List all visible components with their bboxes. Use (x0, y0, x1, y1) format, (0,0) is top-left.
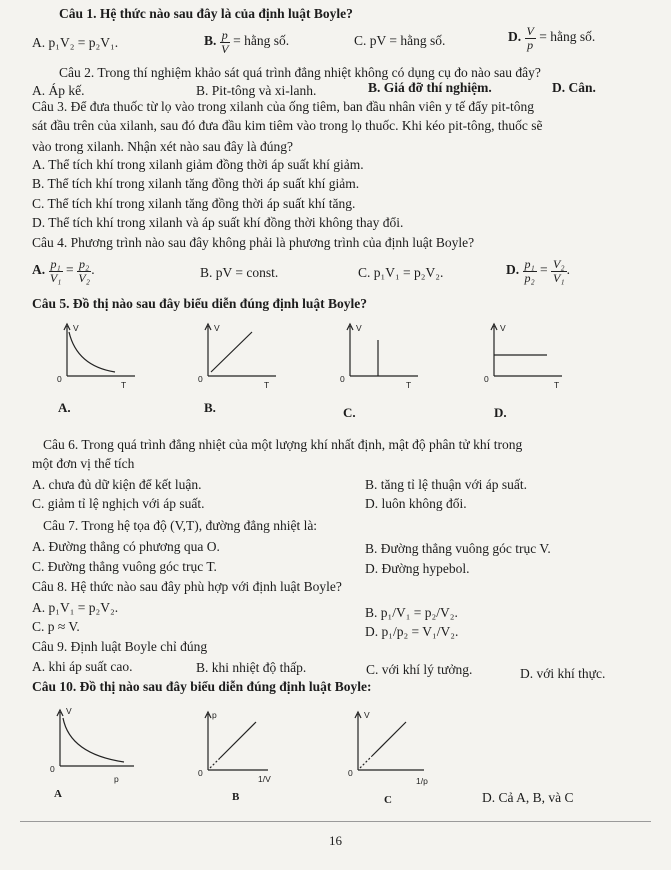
q7-option-b: B. Đường thẳng vuông góc trục V. (365, 541, 551, 556)
q10-label-c: C (384, 794, 392, 806)
q5-a-curve (69, 332, 115, 372)
q5-label-c: C. (343, 405, 356, 420)
q9-option-b: B. khi nhiệt độ thấp. (196, 660, 307, 675)
q10-b-x-label: 1/V (258, 774, 271, 784)
q1-option-d (508, 25, 595, 51)
q10-a-curve (63, 718, 124, 762)
q4-a-prefix: A. (32, 262, 46, 278)
q8-option-a: A. p₁V₁ = p₂V₂. (32, 600, 119, 615)
q4-option-b: B. pV = const. (200, 265, 279, 280)
q1-d-fraction (525, 25, 536, 51)
q10-b-origin: 0 (198, 768, 203, 778)
q1-b-num: p (221, 28, 228, 42)
q5-label-a: A. (58, 400, 71, 415)
q4-d-d2: V₁ (553, 270, 565, 285)
q8-option-c: C. p ≈ V. (32, 619, 80, 634)
q10-stem: Câu 10. Đồ thị nào sau đây biểu diễn đúng định luật Boyle: (32, 679, 372, 694)
q5-graph-d (482, 322, 572, 392)
q4-a-n2: p₂ (79, 257, 90, 271)
q1-d-num: V (526, 24, 534, 38)
q6-line-2: một đơn vị thể tích (32, 456, 135, 471)
q5-stem: Câu 5. Đồ thị nào sau đây biểu diễn đúng định luật Boyle? (32, 296, 367, 311)
q3-option-d: D. Thể tích khí trong xilanh và áp suất khí đồng thời không thay đổi. (32, 215, 404, 230)
q10-b-y-label: p (212, 710, 217, 720)
q10-graph-c (344, 706, 454, 786)
q6-option-c: C. giảm tỉ lệ nghịch với áp suất. (32, 496, 205, 511)
q3-option-b: B. Thể tích khí trong xilanh tăng đồng thời áp suất khí giảm. (32, 176, 360, 191)
q1-d-suffix: = hằng số. (539, 29, 596, 45)
q5-label-b: B. (204, 400, 216, 415)
q10-c-x-label: 1/p (416, 776, 428, 786)
q10-label-b: B (232, 791, 240, 803)
q5-d-y-label: V (500, 323, 506, 333)
q1-stem: Câu 1. Hệ thức nào sau đây là của định luật Boyle? (59, 6, 353, 21)
q7-option-c: C. Đường thẳng vuông góc trục T. (32, 559, 217, 574)
q5-c-y-label: V (356, 323, 362, 333)
q4-d-prefix: D. (506, 262, 520, 278)
q7-option-a: A. Đường thẳng có phương qua O. (32, 539, 220, 554)
q6-option-a: A. chưa đủ dữ kiện để kết luận. (32, 477, 202, 492)
q9-option-a: A. khi áp suất cao. (32, 659, 133, 674)
q6-option-d: D. luôn không đổi. (365, 496, 467, 511)
q10-a-y-label: V (66, 706, 72, 716)
q10-c-line (372, 722, 406, 756)
q5-b-origin: 0 (198, 374, 203, 384)
q4-a-frac-2 (77, 258, 91, 284)
q4-option-d: D. $\frac{\text{p₁}}{\text{p₂}}$ = $\frac{\text{V₂}}{\text{V₁}}$ . (506, 257, 570, 285)
q3-line-1: Câu 3. Để đưa thuốc từ lọ vào trong xilanh của ống tiêm, ban đầu nhân viên y tế đẩy pit-tông (32, 99, 535, 114)
q9-option-c: C. với khí lý tưởng. (366, 662, 473, 677)
q5-label-d: D. (494, 405, 507, 420)
q10-c-y-label: V (364, 710, 370, 720)
q4-stem: Câu 4. Phương trình nào sau đây không phải là phương trình của định luật Boyle? (32, 235, 475, 250)
q4-d-d1: p₂ (524, 270, 535, 285)
q9-option-d: D. với khí thực. (520, 666, 606, 681)
q4-option-a: A. $\frac{\text{p₁}}{\text{V₁}}$ = $\frac{\text{p₂}}{\text{V₂}}$ . (32, 257, 95, 285)
q4-a-n1: p₁ (50, 257, 61, 271)
q5-b-y-label: V (214, 323, 220, 333)
q4-a-frac-1 (49, 258, 63, 284)
q5-graph-a (55, 322, 145, 392)
q10-c-dashed (360, 756, 372, 768)
q10-label-a: A (54, 788, 62, 800)
q10-c-origin: 0 (348, 768, 353, 778)
q5-b-line (211, 332, 252, 372)
q8-option-b: B. p₁/V₁ = p₂/V₂. (365, 605, 458, 620)
q10-b-dashed (210, 758, 220, 768)
q4-d-frac-2 (551, 258, 567, 284)
q5-a-y-label: V (73, 323, 79, 333)
q1-b-prefix: B. (204, 33, 217, 49)
q5-graph-c (338, 322, 428, 392)
q8-stem: Câu 8. Hệ thức nào sau đây phù hợp với định luật Boyle? (32, 579, 342, 594)
q10-a-x-label: p (114, 774, 119, 784)
q6-line-1: Câu 6. Trong quá trình đẳng nhiệt của một lượng khí nhất định, mật độ phân tử khí trong (43, 437, 523, 452)
q7-stem: Câu 7. Trong hệ tọa độ (V,T), đường đẳng nhiệt là: (43, 518, 318, 533)
q3-line-3: vào trong xilanh. Nhận xét nào sau đây là đúng? (32, 139, 293, 154)
q1-option-a: A. p₁V₂ = p₂V₁. (32, 35, 119, 50)
footer-divider (20, 821, 651, 822)
q3-line-2: sát đầu trên của xilanh, sau đó đưa đầu kim tiêm vào trong lọ thuốc. Khi kéo pit-tông, thuốc sẽ (32, 118, 543, 133)
q4-d-frac-1 (523, 258, 537, 284)
q6-option-b: B. tăng tỉ lệ thuận với áp suất. (365, 477, 527, 492)
q8-option-d: D. p₁/p₂ = V₁/V₂. (365, 624, 459, 639)
q10-graph-b (196, 706, 306, 786)
q3-option-c: C. Thể tích khí trong xilanh tăng đồng thời áp suất khí tăng. (32, 196, 356, 211)
q1-option-b (204, 29, 289, 55)
q10-b-line (220, 722, 256, 758)
q4-d-n2: V₂ (553, 257, 565, 271)
q7-option-d: D. Đường hypebol. (365, 561, 470, 576)
q5-graph-b (196, 322, 286, 392)
q4-d-n1: p₁ (524, 257, 535, 271)
q5-a-x-label: T (121, 380, 127, 390)
q1-d-den: p (527, 37, 534, 52)
q9-stem: Câu 9. Định luật Boyle chỉ đúng (32, 639, 208, 654)
q1-d-prefix: D. (508, 29, 522, 45)
q2-option-a: A. Áp kế. (32, 83, 85, 98)
q1-option-c: C. pV = hằng số. (354, 33, 446, 48)
q5-d-origin: 0 (484, 374, 489, 384)
q5-c-origin: 0 (340, 374, 345, 384)
q2-option-d: D. Cân. (552, 80, 596, 95)
q3-option-a: A. Thể tích khí trong xilanh giảm đồng thời áp suất khí giảm. (32, 157, 364, 172)
q5-a-origin: 0 (57, 374, 62, 384)
q4-a-d1: V₁ (49, 270, 62, 285)
q1-b-suffix: = hằng số. (233, 33, 290, 49)
q10-option-d: D. Cả A, B, và C (482, 790, 574, 805)
q10-graph-a (34, 702, 144, 784)
q4-option-c: C. p₁V₁ = p₂V₂. (358, 265, 444, 280)
q5-c-x-label: T (406, 380, 412, 390)
q2-option-c: B. Giá đỡ thí nghiệm. (368, 80, 492, 95)
q4-a-d2: V₂ (78, 270, 90, 285)
q1-b-den: V (221, 41, 229, 56)
q5-b-x-label: T (264, 380, 270, 390)
q2-stem: Câu 2. Trong thí nghiệm khảo sát quá trình đẳng nhiệt không có dụng cụ đo nào sau đây? (59, 65, 541, 80)
page-number: 16 (329, 833, 342, 848)
q10-a-origin: 0 (50, 764, 55, 774)
q5-d-x-label: T (554, 380, 560, 390)
q2-option-b: B. Pit-tông và xi-lanh. (196, 83, 317, 98)
q1-b-fraction (220, 29, 230, 55)
